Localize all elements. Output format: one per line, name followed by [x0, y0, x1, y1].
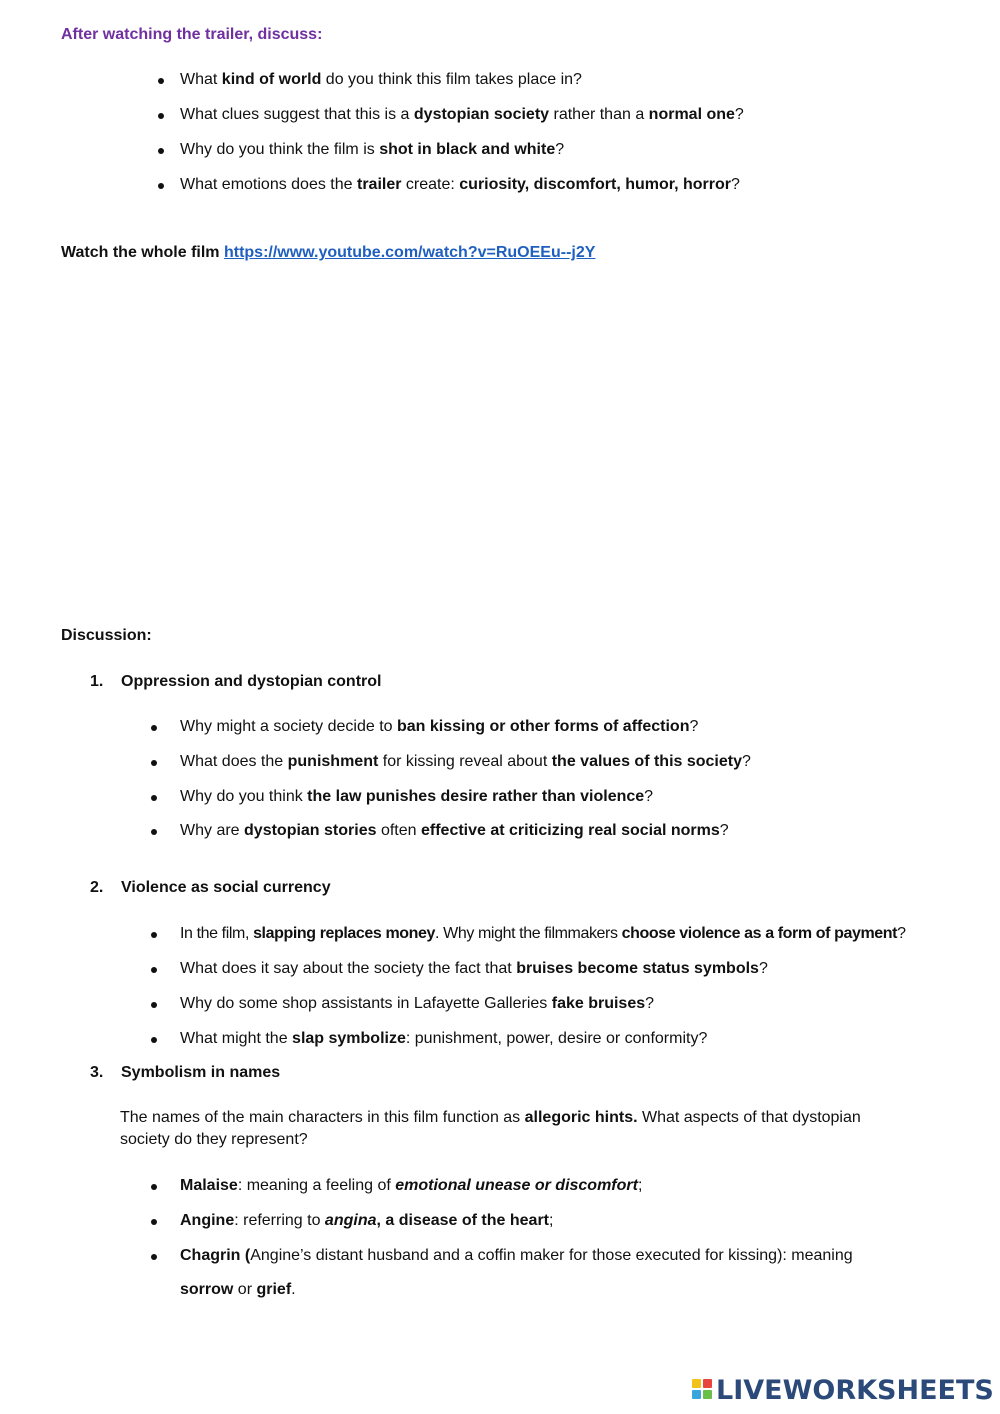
body-text: Why are	[180, 822, 245, 839]
list-item-cont	[180, 1281, 296, 1299]
body-text: : punishment, power, desire or conformity?	[405, 1030, 708, 1047]
bullet	[151, 967, 157, 973]
body-text: What aspects of that dystopian	[637, 1109, 861, 1126]
section-number: 1.	[90, 673, 104, 690]
list-item	[180, 718, 698, 736]
logo-square	[692, 1390, 701, 1399]
body-text: ?	[897, 925, 906, 942]
section-title: Oppression and dystopian control	[121, 673, 382, 690]
emphasis-text: the law punishes desire rather than violence	[307, 788, 645, 805]
body-text: ;	[549, 1212, 554, 1229]
section-title: Violence as social currency	[121, 879, 331, 896]
emphasis-text: grief	[256, 1281, 292, 1298]
emphasis-text: bruises become status symbols	[516, 960, 759, 977]
body-text: .	[291, 1281, 296, 1298]
list-item	[180, 1212, 553, 1230]
bullet	[151, 1184, 157, 1190]
body-text: ?	[555, 141, 565, 158]
list-item	[180, 925, 906, 943]
emphasis-text: sorrow	[180, 1281, 234, 1298]
body-text: Angine’s distant husband and a coffin maker for those executed for kissing): meaning	[250, 1247, 853, 1264]
body-text: ?	[734, 106, 744, 123]
body-text: What might the	[180, 1030, 293, 1047]
list-item	[180, 753, 751, 771]
emphasis-text: Malaise	[180, 1177, 238, 1194]
emphasis-text: trailer	[356, 176, 402, 193]
body-text: Why do you think the film is	[180, 141, 380, 158]
bullet	[158, 183, 164, 189]
bullet	[151, 829, 157, 835]
body-text: ?	[645, 995, 655, 1012]
body-text: : meaning a feeling of	[237, 1177, 396, 1194]
body-text: The names of the main characters in this film function as	[120, 1109, 525, 1126]
list-item	[180, 822, 729, 840]
list-item	[180, 71, 582, 89]
emphasis-text: slap symbolize	[292, 1030, 406, 1047]
bullet	[151, 1254, 157, 1260]
emphasis-text: Chagrin (	[180, 1247, 251, 1264]
watch-label: Watch the whole film	[61, 244, 224, 261]
emphasis-text: punishment	[287, 753, 379, 770]
body-text: . Why might the filmmakers	[435, 925, 622, 942]
list-item	[180, 1247, 853, 1265]
list-item	[180, 995, 654, 1013]
body-text: Why might a society decide to	[180, 718, 397, 735]
bullet	[151, 760, 157, 766]
emphasis-text: emotional unease or discomfort	[395, 1177, 638, 1194]
logo-square	[703, 1390, 712, 1399]
emphasis-text: angina	[324, 1212, 377, 1229]
emphasis-text: effective at criticizing real social norms	[420, 822, 720, 839]
body-text: ?	[758, 960, 768, 977]
section-intro-cont: society do they represent?	[120, 1131, 308, 1148]
bullet	[158, 78, 164, 84]
emphasis-text: choose violence as a form of payment	[621, 925, 898, 942]
discussion-heading: Discussion:	[61, 627, 152, 644]
emphasis-text: dystopian stories	[244, 822, 377, 839]
list-item	[180, 788, 653, 806]
body-text: rather than a	[549, 106, 649, 123]
bullet	[151, 725, 157, 731]
body-text: for kissing reveal about	[378, 753, 552, 770]
logo-square	[692, 1379, 701, 1388]
bullet	[151, 1219, 157, 1225]
list-item	[180, 176, 740, 194]
logo-square	[703, 1379, 712, 1388]
body-text: ?	[742, 753, 751, 770]
section-number: 2.	[90, 879, 104, 896]
bullet	[151, 1037, 157, 1043]
section-intro	[120, 1109, 861, 1127]
emphasis-text: Angine	[180, 1212, 235, 1229]
body-text: create:	[401, 176, 460, 193]
body-text: ?	[689, 718, 699, 735]
body-text: ?	[719, 822, 729, 839]
watch-line	[61, 244, 595, 262]
body-text: ;	[637, 1177, 643, 1194]
emphasis-text: kind of world	[221, 71, 322, 88]
body-text: What clues suggest that this is a	[180, 106, 414, 123]
body-text: Why do you think	[180, 788, 308, 805]
emphasis-text: slapping replaces money	[253, 925, 436, 942]
body-text: What does it say about the society the fact that	[180, 960, 517, 977]
emphasis-text: curiosity, discomfort, humor, horror	[459, 176, 731, 193]
emphasis-text: allegoric hints.	[524, 1109, 638, 1126]
body-text: or	[233, 1281, 257, 1298]
emphasis-text: dystopian society	[413, 106, 550, 123]
body-text: Why do some shop assistants in Lafayette Galleries	[180, 995, 552, 1012]
emphasis-text: ban kissing or other forms of affection	[396, 718, 690, 735]
after-trailer-heading: After watching the trailer, discuss:	[61, 26, 323, 43]
bullet	[158, 113, 164, 119]
emphasis-text: fake bruises	[551, 995, 646, 1012]
section-title: Symbolism in names	[121, 1064, 281, 1081]
bullet	[158, 148, 164, 154]
body-text: : referring to	[234, 1212, 325, 1229]
film-link[interactable]: https://www.youtube.com/watch?v=RuOEEu--j2Y	[223, 244, 596, 261]
list-item	[180, 1030, 707, 1048]
emphasis-text: normal one	[648, 106, 735, 123]
body-text: do you think this film takes place in?	[321, 71, 582, 88]
emphasis-text: shot in black and white	[379, 141, 556, 158]
logo-text: LIVEWORKSHEETS	[716, 1375, 994, 1406]
body-text: ?	[731, 176, 740, 193]
bullet	[151, 795, 157, 801]
body-text: What does the	[180, 753, 288, 770]
bullet	[151, 1002, 157, 1008]
body-text: What emotions does the	[180, 176, 357, 193]
bullet	[151, 932, 157, 938]
emphasis-text: the values of this society	[551, 753, 742, 770]
body-text: In the film,	[180, 925, 254, 942]
section-number: 3.	[90, 1064, 104, 1081]
list-item	[180, 106, 744, 124]
list-item	[180, 960, 768, 978]
body-text: What	[180, 71, 222, 88]
liveworksheets-logo[interactable]	[692, 1375, 992, 1407]
list-item	[180, 1177, 642, 1195]
list-item	[180, 141, 564, 159]
body-text: often	[376, 822, 421, 839]
emphasis-text: , a disease of the heart	[376, 1212, 549, 1229]
body-text: ?	[644, 788, 654, 805]
